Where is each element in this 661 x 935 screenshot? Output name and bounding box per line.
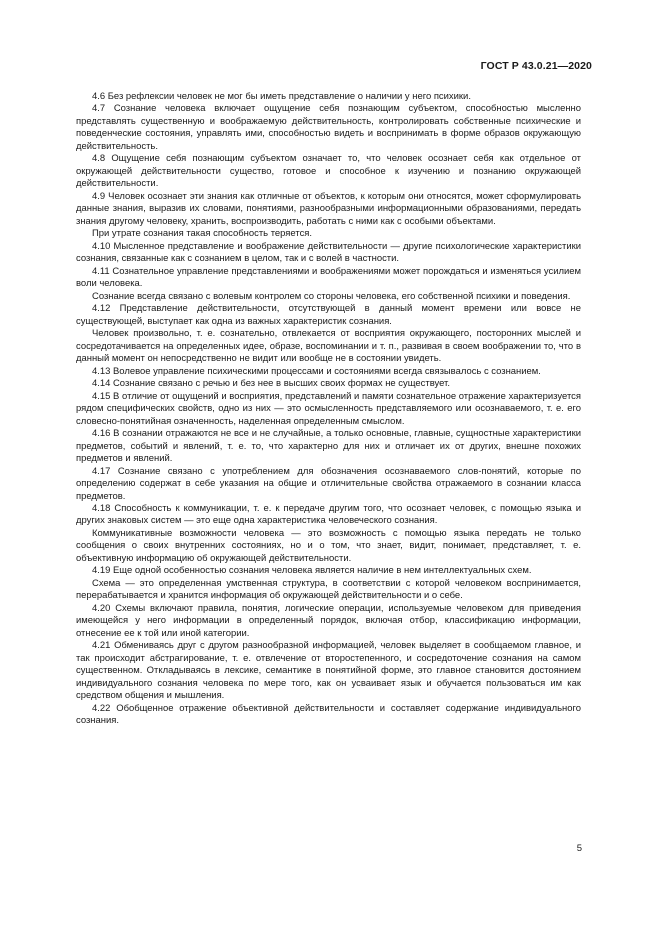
paragraph: Схема — это определенная умственная структура, в соответствии с которой человеком воспринимается, перерабатывается и хранится информация об окружающей действительности и о себе.: [76, 577, 581, 602]
paragraph: 4.9 Человек осознает эти знания как отличные от объектов, к которым они относятся, может сформулировать данные знания, выразив их словами, понятиями, разнообразными информационными образованиями, передать знания другому человеку, хранить, воспроизводить, работать с ними как с особыми объектами.: [76, 190, 581, 227]
paragraph: 4.16 В сознании отражаются не все и не случайные, а только основные, главные, сущностные характеристики предметов, событий и явлений, т. е. то, что характерно для них и отличает их от других, внешне похожих предметов и явлений.: [76, 428, 581, 465]
paragraph: 4.12 Представление действительности, отсутствующей в данный момент времени или вовсе не существующей, выступает как одна из важных характеристик сознания.: [76, 303, 581, 327]
document-body: [76, 91, 581, 728]
paragraph: 4.22 Обобщенное отражение объективной действительности и составляет содержание индивидуального сознания.: [76, 702, 581, 727]
paragraph: 4.7 Сознание человека включает ощущение себя познающим субъектом, способностью мысленно представлять существенную и воображаемую действительность, контролировать собственные психические и поведенческие состояния, управлять ими, способностью видеть и воспринимать в форме образов окружающую действительность.: [76, 103, 581, 152]
paragraph: 4.15 В отличие от ощущений и восприятия, представлений и памяти сознательное отражение характеризуется рядом специфических свойств, одно из них — это осмысленность представляемого или осознаваемого, т. е. его словесно-понятийная означенность, наделенная определенным смыслом.: [76, 390, 581, 427]
paragraph: 4.14 Сознание связано с речью и без нее в высших своих формах не существует.: [92, 378, 450, 390]
paragraph: 4.6 Без рефлексии человек не мог бы иметь представление о наличии у него психики.: [92, 91, 471, 102]
paragraph: Сознание всегда связано с волевым контролем со стороны человека, его собственной психики и поведения.: [92, 290, 571, 302]
paragraph: 4.19 Еще одной особенностью сознания человека является наличие в нем интеллектуальных схем.: [92, 565, 532, 577]
standard-header: ГОСТ Р 43.0.21—2020: [480, 60, 592, 72]
paragraph: 4.11 Сознательное управление представлениями и воображениями может порождаться и изменяться усилием воли человека.: [76, 265, 581, 290]
paragraph: 4.18 Способность к коммуникации, т. е. к передаче другим того, что осознает человек, с помощью языка и других знаковых систем — это еще одна характеристика человеческого сознания.: [76, 502, 581, 527]
page-number: 5: [576, 843, 582, 854]
paragraph: 4.20 Схемы включают правила, понятия, логические операции, используемые человеком для приведения имеющейся у него информации в определенный порядок, включая отбор, классификацию информации, отнесение ее к той или иной категории.: [76, 602, 581, 639]
paragraph: При утрате сознания такая способность теряется.: [92, 228, 313, 240]
paragraph: 4.10 Мысленное представление и воображение действительности — другие психологические характеристики сознания, связанные как с сознанием в целом, так и с волей в частности.: [76, 240, 581, 265]
paragraph: 4.21 Обмениваясь друг с другом разнообразной информацией, человек выделяет в сообщаемом главное, и так происходит абстрагирование, т. е. отвлечение от второстепенного, и сосредоточение сознания на самом существенном. Откладываясь в лексике, семантике в понятийной форме, это главное становится достоянием индивидуального сознания человека по мере того, как он усваивает язык и обучается пользоваться им как средством общения и мышления.: [76, 640, 581, 702]
paragraph: 4.17 Сознание связано с употреблением для обозначения осознаваемого слов-понятий, которые по определению содержат в себе указания на общие и отличительные свойства отражаемого в сознании класса предметов.: [76, 465, 581, 502]
paragraph: 4.13 Волевое управление психическими процессами и состояниями всегда связывалось с сознанием.: [92, 365, 541, 377]
paragraph: Коммуникативные возможности человека — это возможность с помощью языка передать не только сообщения о своих внутренних состояниях, но и о том, что знает, видит, понимает, представляет, т. е. объективную информацию об окружающей действительности.: [76, 527, 581, 564]
paragraph: Человек произвольно, т. е. сознательно, отвлекается от восприятия окружающего, посторонних мыслей и сосредотачивается на определенных идее, образе, воспоминании и т. п., развивая в своем воображении то, что в данный момент он непосредственно не видит или вообще не в состоянии увидеть.: [76, 328, 581, 365]
paragraph: 4.8 Ощущение себя познающим субъектом означает то, что человек осознает себя как отдельное от окружающей действительности существо, готовое и способное к изучению и познанию окружающей действительности.: [76, 153, 581, 190]
